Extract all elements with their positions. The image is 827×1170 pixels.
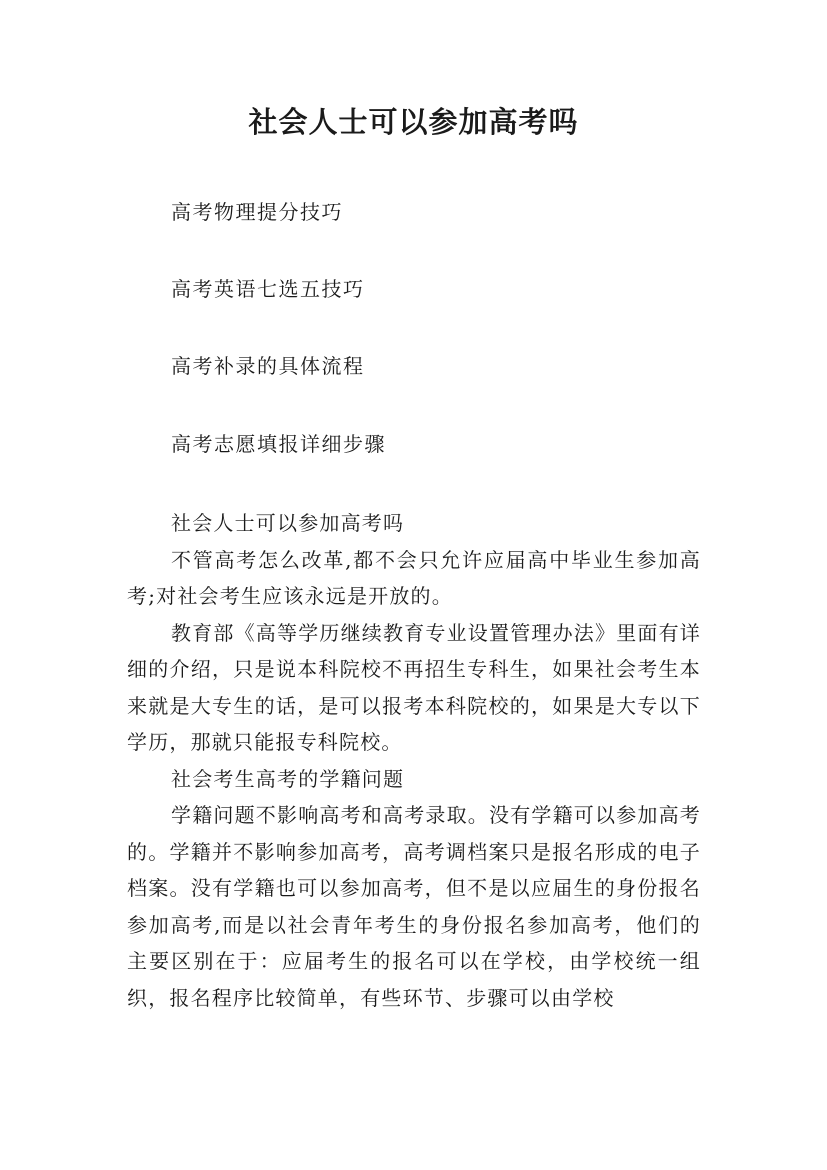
toc-item-application: 高考志愿填报详细步骤 bbox=[171, 432, 386, 456]
body-paragraph: 不管高考怎么改革,都不会只允许应届高中毕业生参加高考;对社会考生应该永远是开放的。 bbox=[127, 547, 701, 608]
document-title: 社会人士可以参加高考吗 bbox=[248, 105, 579, 139]
section-heading: 社会人士可以参加高考吗 bbox=[171, 511, 405, 535]
toc-item-physics: 高考物理提分技巧 bbox=[171, 200, 343, 224]
body-paragraph: 教育部《高等学历继续教育专业设置管理办法》里面有详细的介绍，只是说本科院校不再招生专科生，如果社会考生本来就是大专生的话，是可以报考本科院校的，如果是大专以下学历，那就只能报专科院校。 bbox=[127, 620, 701, 754]
document-body bbox=[127, 505, 701, 1016]
toc-item-supplementary: 高考补录的具体流程 bbox=[171, 354, 365, 378]
body-paragraph: 学籍问题不影响高考和高考录取。没有学籍可以参加高考的。学籍并不影响参加高考，高考调档案只是报名形成的电子档案。没有学籍也可以参加高考，但不是以应届生的身份报名参加高考,而是以社会青年考生的身份报名参加高考，他们的主要区别在于：应届考生的报名可以在学校，由学校统一组织，报名程序比较简单，有些环节、步骤可以由学校 bbox=[127, 803, 701, 1010]
toc-item-english: 高考英语七选五技巧 bbox=[171, 277, 365, 301]
section-heading: 社会考生高考的学籍问题 bbox=[171, 766, 405, 791]
